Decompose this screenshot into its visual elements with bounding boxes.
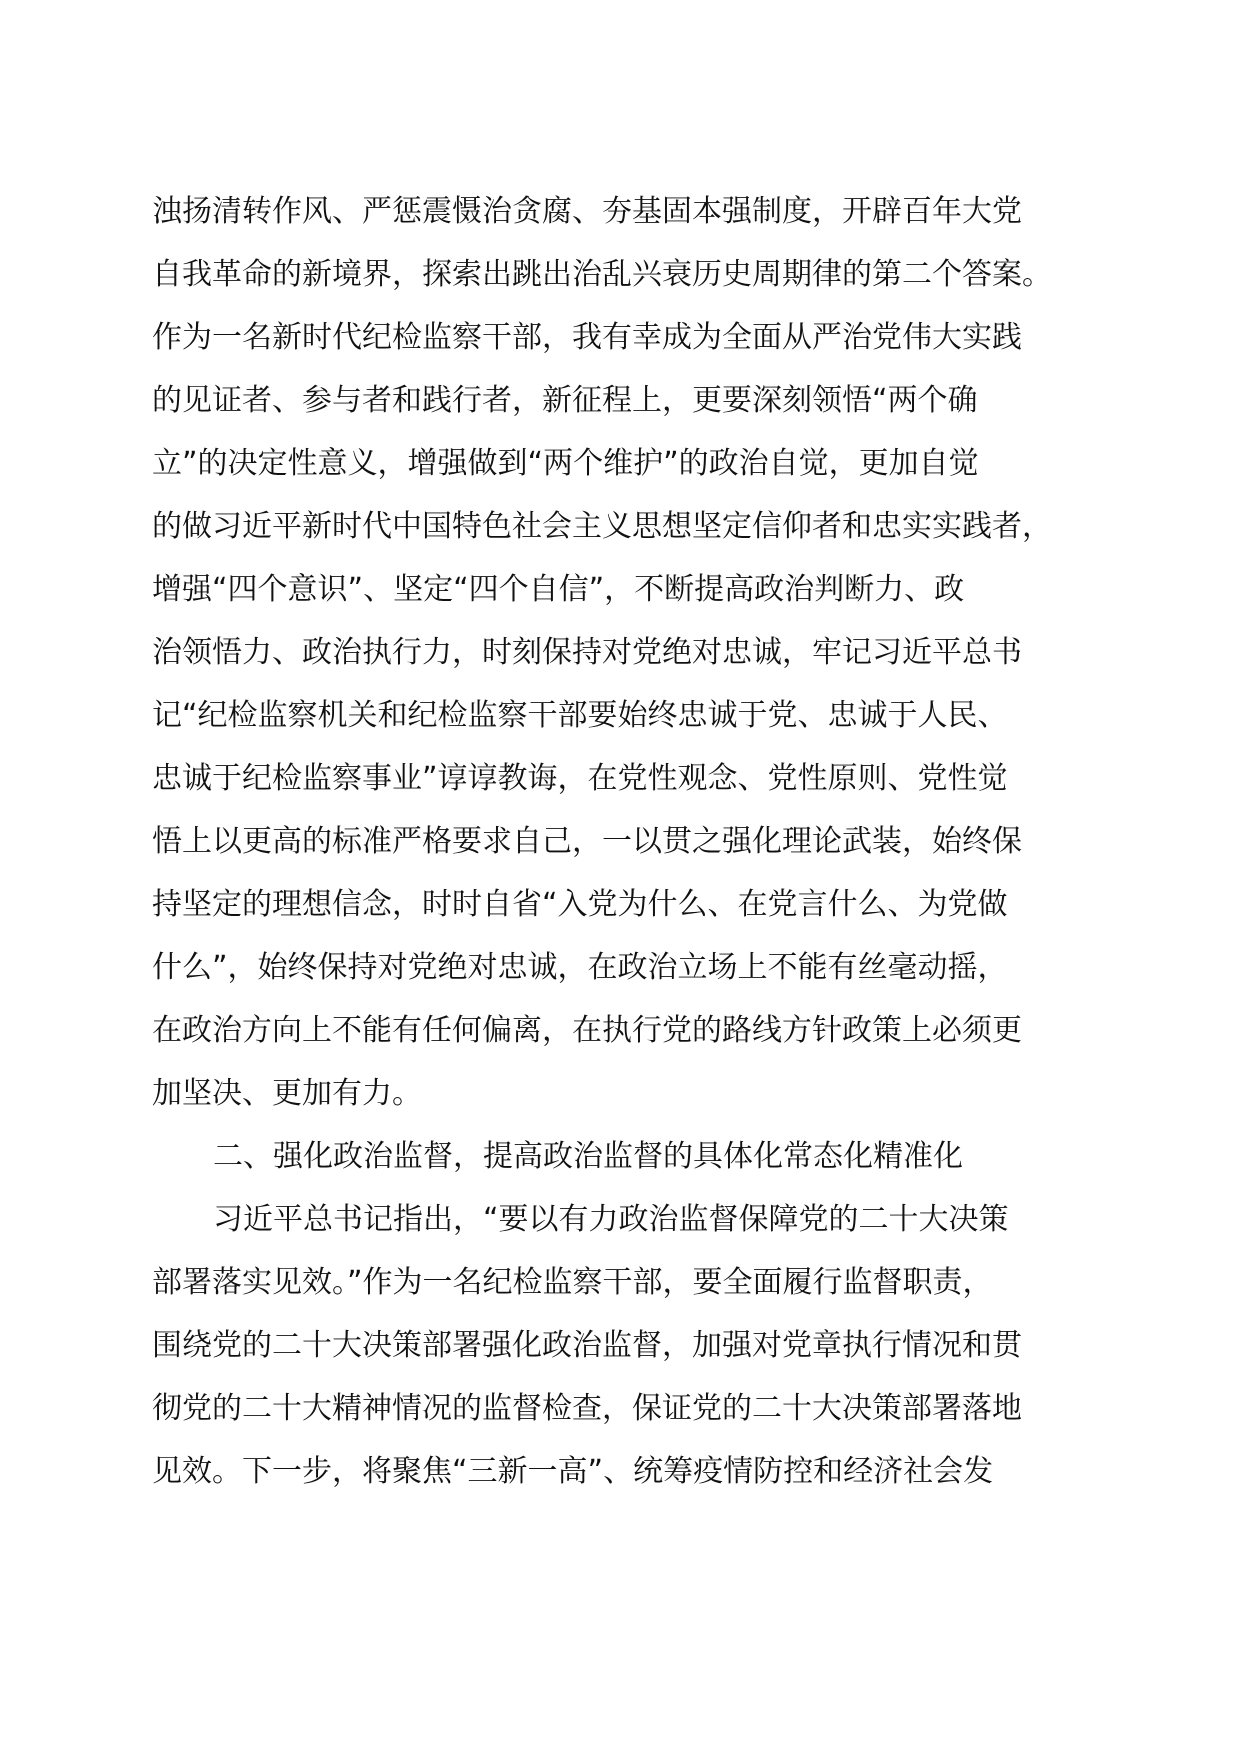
text-line: 浊扬清转作风、严惩震慑治贪腐、夯基固本强制度，开辟百年大党 [152, 194, 1022, 229]
text-line: 围绕党的二十大决策部署强化政治监督，加强对党章执行情况和贯 [152, 1328, 1022, 1363]
text-line: 立”的决定性意义，增强做到“两个维护”的政治自觉，更加自觉 [152, 446, 979, 481]
text-line: 悟上以更高的标准严格要求自己，一以贯之强化理论武装，始终保 [152, 824, 1022, 859]
text-line: 持坚定的理想信念，时时自省“入党为什么、在党言什么、为党做 [152, 887, 1008, 922]
text-line: 自我革命的新境界，探索出跳出治乱兴衰历史周期律的第二个答案。 [152, 257, 1052, 292]
text-line: 增强“四个意识”、坚定“四个自信”，不断提高政治判断力、政 [152, 572, 965, 607]
paragraph-first-line: 习近平总书记指出，“要以有力政治监督保障党的二十大决策 [213, 1202, 1009, 1237]
text-line: 加坚决、更加有力。 [152, 1076, 422, 1111]
section-heading: 二、强化政治监督，提高政治监督的具体化常态化精准化 [213, 1139, 963, 1174]
text-line: 的做习近平新时代中国特色社会主义思想坚定信仰者和忠实实践者， [152, 509, 1052, 544]
text-line: 忠诚于纪检监察事业”谆谆教诲，在党性观念、党性原则、党性觉 [152, 761, 1008, 796]
text-line: 治领悟力、政治执行力，时刻保持对党绝对忠诚，牢记习近平总书 [152, 635, 1022, 670]
text-line: 记“纪检监察机关和纪检监察干部要始终忠诚于党、忠诚于人民、 [152, 698, 1008, 733]
text-line: 作为一名新时代纪检监察干部，我有幸成为全面从严治党伟大实践 [152, 320, 1022, 355]
text-line: 的见证者、参与者和践行者，新征程上，更要深刻领悟“两个确 [152, 383, 978, 418]
text-line: 部署落实见效。”作为一名纪检监察干部，要全面履行监督职责， [152, 1265, 993, 1300]
text-line: 什么”，始终保持对党绝对忠诚，在政治立场上不能有丝毫动摇， [152, 950, 1008, 985]
text-line: 见效。下一步，将聚焦“三新一高”、统筹疫情防控和经济社会发 [152, 1454, 994, 1489]
text-line: 在政治方向上不能有任何偏离，在执行党的路线方针政策上必须更 [152, 1013, 1022, 1048]
text-line: 彻党的二十大精神情况的监督检查，保证党的二十大决策部署落地 [152, 1391, 1022, 1426]
